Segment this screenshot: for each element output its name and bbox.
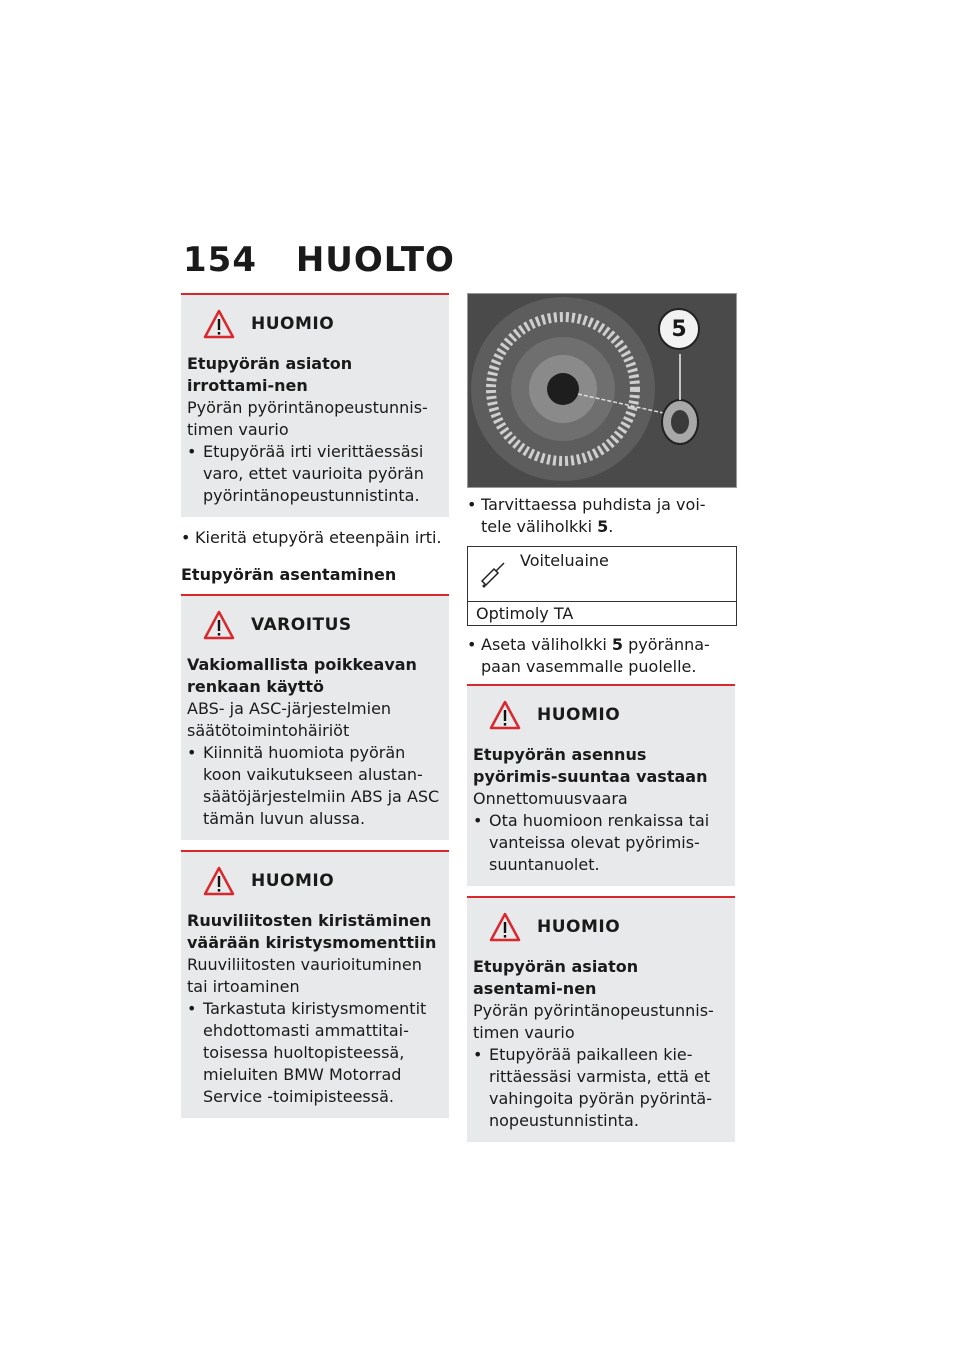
notice-title: Vakiomallista poikkeavan renkaan käyttö	[187, 655, 417, 696]
notice-huomio-5	[467, 896, 735, 1142]
notice-title: Etupyörän asiaton irrottami-nen	[187, 354, 353, 395]
warning-triangle-icon	[203, 866, 235, 896]
warning-triangle-icon	[489, 700, 521, 730]
page-header	[183, 240, 455, 280]
step-text: pyöränna-paan vasemmalle puolelle.	[481, 635, 710, 676]
notice-title: Ruuviliitosten kiristäminen väärään kiristysmomenttiin	[187, 911, 437, 952]
notice-title: Etupyörän asiaton asentami-nen	[473, 957, 639, 998]
notice-type: HUOMIO	[537, 917, 621, 937]
notice-text: Pyörän pyörintänopeustunnis-timen vaurio	[473, 1001, 714, 1042]
notice-type: HUOMIO	[251, 871, 335, 891]
wheel-hub-photo	[467, 293, 737, 488]
lubricant-value: Optimoly TA	[476, 604, 574, 623]
step-place-sleeve	[467, 634, 735, 678]
warning-triangle-icon	[489, 912, 521, 942]
left-column	[181, 293, 449, 1128]
part-reference: 5	[611, 635, 624, 654]
oil-can-icon	[478, 559, 508, 589]
warning-triangle-icon	[203, 309, 235, 339]
lubricant-table	[467, 546, 737, 626]
notice-text: Onnettomuusvaara	[473, 789, 628, 808]
section-heading: Etupyörän asentaminen	[181, 565, 397, 584]
notice-bullet: • Etupyörää paikalleen kie-rittäessäsi varmista, että et vahingoita pyörän pyörintä-nopeustunnistinta.	[473, 1044, 729, 1132]
step-lubricate-sleeve	[467, 494, 735, 538]
notice-title: Etupyörän asennus pyörimis-suuntaa vastaan	[473, 745, 708, 786]
step-punctuation: .	[608, 517, 614, 536]
step-roll-wheel: • Kieritä etupyörä eteenpäin irti.	[181, 527, 449, 549]
notice-bullet: • Etupyörää irti vierittäessäsi varo, ettet vaurioita pyörän pyörintänopeustunnistinta.	[187, 441, 443, 507]
chapter-title: HUOLTO	[295, 240, 455, 280]
notice-bullet: • Kiinnitä huomiota pyörän koon vaikutukseen alustan-säätöjärjestelmiin ABS ja ASC tämän luvun alussa.	[187, 742, 443, 830]
notice-bullet: • Ota huomioon renkaissa tai vanteissa olevat pyörimis-suuntanuolet.	[473, 810, 729, 876]
warning-triangle-icon	[203, 610, 235, 640]
notice-text: ABS- ja ASC-järjestelmien säätötoimintohäiriöt	[187, 699, 392, 740]
part-reference: 5	[597, 517, 609, 536]
page-number: 154	[183, 240, 257, 280]
notice-huomio-3	[181, 850, 449, 1118]
notice-type: HUOMIO	[251, 314, 335, 334]
notice-varoitus	[181, 594, 449, 840]
notice-bullet: • Tarkastuta kiristysmomentit ehdottomasti ammattitai-toisessa huoltopisteessä, mieluiten BMW Motorrad Service -toimipisteessä.	[187, 998, 443, 1108]
notice-type: VAROITUS	[251, 615, 352, 635]
notice-huomio-4	[467, 684, 735, 886]
step-text: Tarvittaessa puhdista ja voi-tele väliholkki	[481, 495, 706, 536]
lubricant-label: Voiteluaine	[520, 551, 609, 570]
right-column	[467, 293, 735, 1152]
callout-label: 5	[658, 308, 700, 350]
notice-huomio-1	[181, 293, 449, 517]
notice-text: Pyörän pyörintänopeustunnis-timen vaurio	[187, 398, 428, 439]
notice-type: HUOMIO	[537, 705, 621, 725]
notice-text: Ruuviliitosten vaurioituminen tai irtoaminen	[187, 955, 422, 996]
step-text: Aseta väliholkki	[481, 635, 607, 654]
